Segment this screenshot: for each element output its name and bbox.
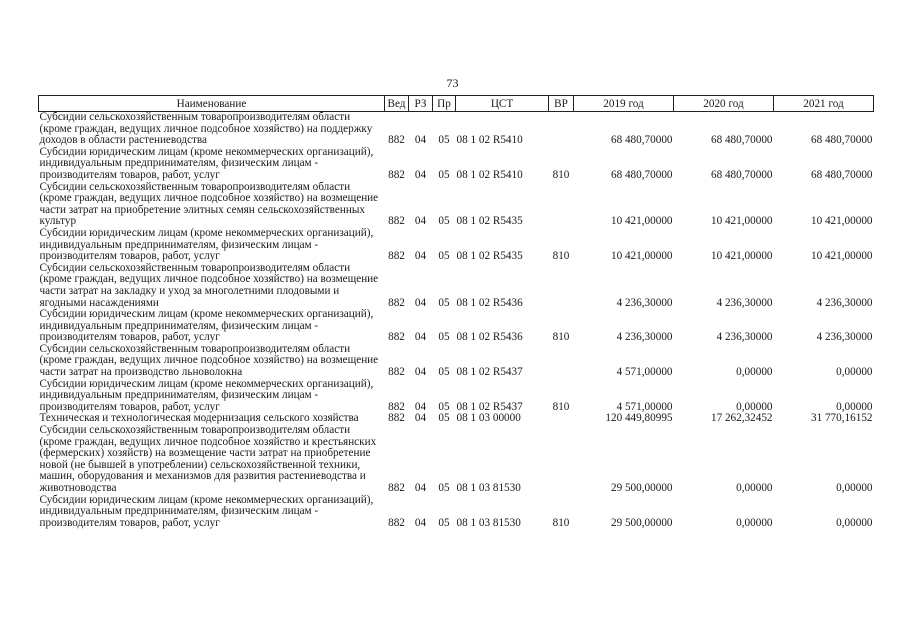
cell-pr: 05	[438, 516, 450, 529]
cell-cst: 08 1 02 R5437	[456, 366, 523, 379]
cell-cst: 08 1 02 R5410	[456, 134, 523, 147]
table-row	[39, 263, 874, 309]
cell-name: Субсидии сельскохозяйственным товаропроизводителям области (кроме граждан, ведущих личное подсобное хозяйство и крестьянских (фермерских) хозяйств) на возмещение части затрат на приобретение новой (не бывшей в употреблении) сельскохозяйственной техники, машин, оборудования и механизмов для развития растениеводства и животноводства	[39, 424, 377, 494]
cell-vr: 810	[552, 516, 570, 529]
cell-y2020: 17 262,32452	[710, 412, 773, 425]
cell-cst: 08 1 02 R5435	[456, 215, 523, 228]
cell-pr: 05	[438, 331, 450, 344]
cell-name: Субсидии юридическим лицам (кроме некоммерческих организаций), индивидуальным предпринимателям, физическим лицам - производителям товаров, работ, услуг	[39, 308, 374, 344]
cell-cst: 08 1 03 81530	[456, 482, 521, 494]
cell-pr: 05	[438, 412, 450, 425]
cell-ved: 882	[388, 412, 405, 425]
cell-y2019: 4 571,00000	[616, 400, 673, 413]
cell-ved: 882	[388, 215, 405, 228]
cell-y2020: 0,00000	[736, 366, 773, 379]
table-row	[39, 228, 874, 263]
cell-y2020: 10 421,00000	[710, 250, 773, 263]
table-body	[39, 112, 874, 530]
cell-y2019: 4 236,30000	[616, 331, 673, 344]
cell-y2019: 29 500,00000	[610, 516, 673, 529]
header-2020: 2020 год	[674, 96, 774, 112]
cell-vr	[549, 263, 574, 309]
cell-y2021: 10 421,00000	[810, 250, 873, 263]
cell-y2020: 68 480,70000	[710, 134, 773, 147]
table-row	[39, 147, 874, 182]
cell-name: Субсидии юридическим лицам (кроме некоммерческих организаций), индивидуальным предпринимателям, физическим лицам - производителям товаров, работ, услуг	[39, 493, 374, 529]
cell-name: Субсидии юридическим лицам (кроме некоммерческих организаций), индивидуальным предпринимателям, физическим лицам - производителям товаров, работ, услуг	[39, 377, 374, 413]
cell-cst: 08 1 02 R5410	[456, 168, 523, 181]
cell-ved: 882	[388, 296, 405, 309]
cell-cst: 08 1 02 R5435	[456, 250, 523, 263]
cell-y2019: 4 236,30000	[616, 296, 673, 309]
cell-name: Техническая и технологическая модернизация сельского хозяйства	[39, 412, 359, 425]
cell-ved: 882	[388, 400, 405, 413]
cell-y2020: 0,00000	[736, 516, 773, 529]
cell-y2021: 68 480,70000	[810, 134, 873, 147]
cell-rz: 04	[414, 366, 427, 379]
header-2019: 2019 год	[574, 96, 674, 112]
cell-ved: 882	[388, 331, 405, 344]
cell-y2021: 0,00000	[836, 482, 873, 494]
header-rz: РЗ	[409, 96, 433, 112]
table-row	[39, 182, 874, 228]
cell-rz: 04	[414, 250, 427, 263]
cell-pr: 05	[438, 400, 450, 413]
table-header-row	[39, 96, 874, 112]
header-vr: ВР	[549, 96, 574, 112]
cell-y2020: 4 236,30000	[716, 331, 773, 344]
cell-y2021: 0,00000	[836, 400, 873, 413]
cell-vr	[549, 413, 574, 425]
table-row	[39, 112, 874, 147]
table-row	[39, 425, 874, 495]
table-row	[39, 309, 874, 344]
cell-pr: 05	[438, 366, 450, 379]
cell-cst: 08 1 02 R5436	[456, 331, 523, 344]
cell-name: Субсидии сельскохозяйственным товаропроизводителям области (кроме граждан, ведущих личное подсобное хозяйство) на возмещение части затрат на приобретение элитных семян сельскохозяйственных культур	[39, 180, 379, 228]
cell-rz: 04	[414, 516, 427, 529]
cell-ved: 882	[388, 168, 405, 181]
header-name: Наименование	[39, 96, 385, 112]
cell-rz: 04	[414, 412, 427, 425]
cell-vr: 810	[552, 168, 570, 181]
cell-cst: 08 1 02 R5436	[456, 296, 523, 309]
cell-name: Субсидии сельскохозяйственным товаропроизводителям области (кроме граждан, ведущих личное подсобное хозяйство) на возмещение части затрат на производство льноволокна	[39, 342, 379, 379]
cell-rz: 04	[414, 215, 427, 228]
cell-name: Субсидии юридическим лицам (кроме некоммерческих организаций), индивидуальным предпринимателям, физическим лицам - производителям товаров, работ, услуг	[39, 226, 374, 263]
cell-pr: 05	[438, 168, 450, 181]
cell-pr: 05	[438, 134, 450, 147]
budget-table	[38, 95, 874, 529]
header-2021: 2021 год	[774, 96, 874, 112]
cell-y2019: 10 421,00000	[610, 250, 673, 263]
cell-ved: 882	[388, 134, 405, 147]
cell-rz: 04	[414, 482, 427, 494]
page-number: 73	[446, 76, 459, 90]
cell-y2019: 68 480,70000	[610, 168, 673, 181]
cell-vr	[549, 182, 574, 228]
cell-ved: 882	[388, 516, 405, 529]
cell-ved: 882	[388, 250, 405, 263]
cell-y2020: 4 236,30000	[716, 296, 773, 309]
cell-name: Субсидии юридическим лицам (кроме некоммерческих организаций), индивидуальным предпринимателям, физическим лицам - производителям товаров, работ, услуг	[39, 145, 374, 181]
cell-vr	[549, 112, 574, 147]
cell-pr: 05	[438, 250, 450, 263]
cell-y2021: 68 480,70000	[810, 168, 873, 181]
cell-vr: 810	[552, 250, 570, 263]
header-pr: Пр	[433, 96, 456, 112]
cell-rz: 04	[414, 331, 427, 344]
cell-y2021: 10 421,00000	[810, 215, 873, 228]
cell-y2019: 120 449,80995	[605, 412, 673, 425]
cell-vr	[549, 344, 574, 379]
table-row	[39, 344, 874, 379]
cell-pr: 05	[438, 215, 450, 228]
cell-name: Субсидии сельскохозяйственным товаропроизводителям области (кроме граждан, ведущих личное подсобное хозяйство) на поддержку доходов в области растениеводства	[39, 111, 373, 147]
cell-cst: 08 1 02 R5437	[456, 400, 523, 413]
header-ved: Вед	[385, 96, 409, 112]
cell-y2019: 4 571,00000	[616, 366, 673, 379]
cell-ved: 882	[388, 366, 405, 379]
cell-rz: 04	[414, 168, 427, 181]
cell-pr: 05	[438, 296, 450, 309]
cell-y2021: 31 770,16152	[810, 412, 873, 425]
header-cst: ЦСТ	[456, 96, 549, 112]
cell-rz: 04	[414, 296, 427, 309]
cell-cst: 08 1 03 00000	[456, 412, 521, 425]
cell-y2020: 68 480,70000	[710, 168, 773, 181]
cell-y2019: 10 421,00000	[610, 215, 673, 228]
table-row	[39, 495, 874, 530]
cell-y2021: 0,00000	[836, 516, 873, 529]
table-row	[39, 379, 874, 414]
cell-y2019: 29 500,00000	[610, 482, 673, 494]
cell-y2021: 4 236,30000	[816, 296, 873, 309]
cell-vr	[549, 425, 574, 495]
cell-vr: 810	[552, 400, 570, 413]
cell-cst: 08 1 03 81530	[456, 516, 521, 529]
cell-rz: 04	[414, 400, 427, 413]
cell-name: Субсидии сельскохозяйственным товаропроизводителям области (кроме граждан, ведущих личное подсобное хозяйство) на возмещение части затрат на закладку и уход за многолетними плодовыми и ягодными насаждениями	[39, 261, 379, 309]
cell-y2021: 4 236,30000	[816, 331, 873, 344]
cell-pr: 05	[438, 482, 450, 494]
cell-ved: 882	[388, 482, 405, 494]
cell-rz: 04	[414, 134, 427, 147]
cell-y2020: 0,00000	[736, 400, 773, 413]
cell-y2019: 68 480,70000	[610, 134, 673, 147]
cell-y2021: 0,00000	[836, 366, 873, 379]
cell-y2020: 10 421,00000	[710, 215, 773, 228]
cell-vr: 810	[552, 331, 570, 344]
cell-y2020: 0,00000	[736, 482, 773, 494]
